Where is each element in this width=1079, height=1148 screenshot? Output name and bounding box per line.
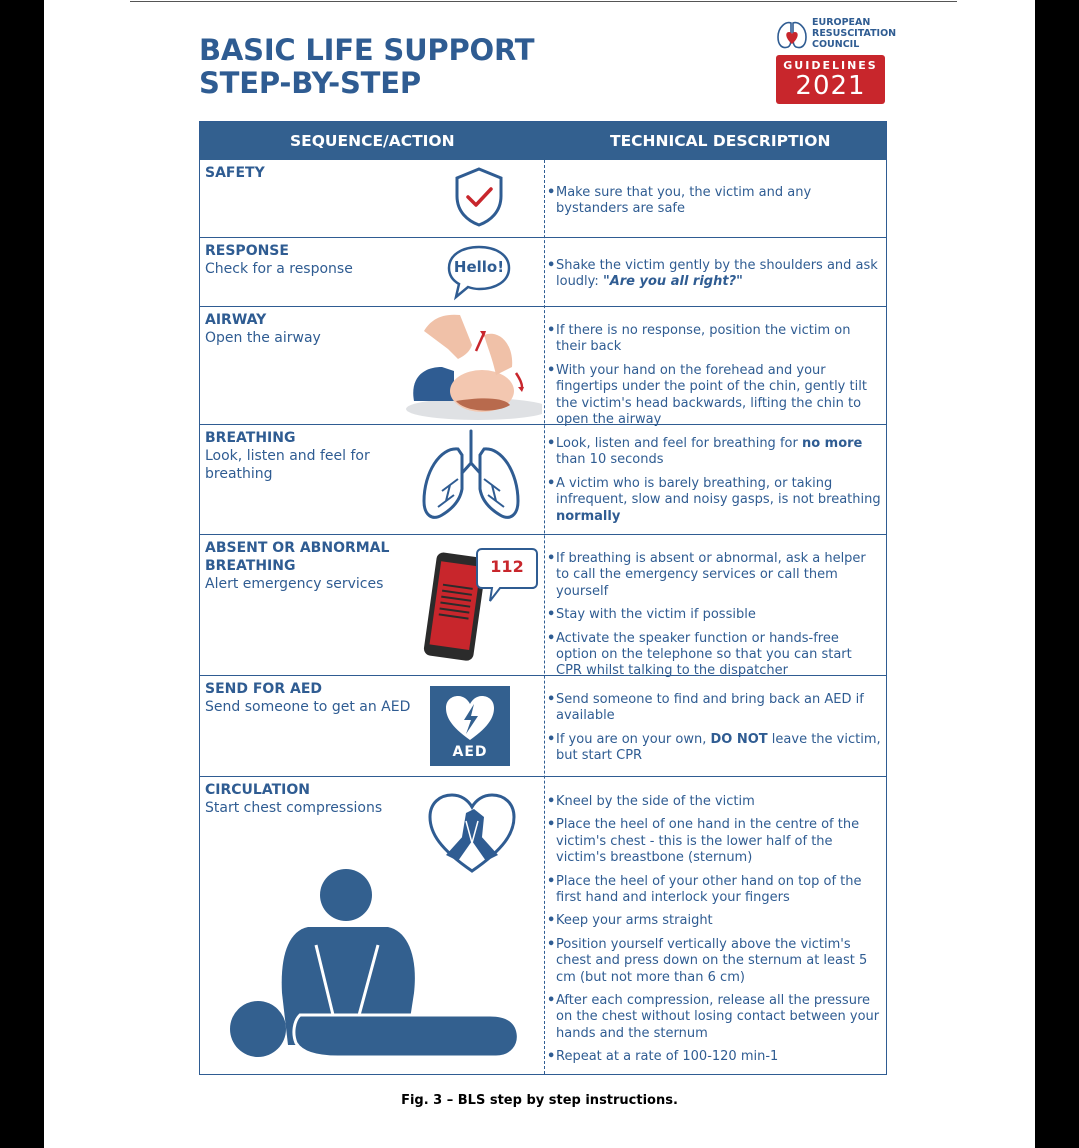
row-absent-abnormal-breathing [200,534,886,679]
row-heading: SEND FOR AED [205,681,322,697]
guidelines-badge [776,55,885,104]
document-page [44,0,1035,1148]
row-subheading: Open the airway [205,330,321,346]
erc-logo [774,17,897,107]
col1-header: SEQUENCE/ACTION [290,132,455,150]
description-list [545,794,881,1073]
row-safety [200,160,886,237]
badge-year: 2021 [795,71,866,101]
row-heading: RESPONSE [205,243,289,259]
heart-hands-icon [426,791,518,875]
description-item: • Send someone to find and bring back an AED if available [545,692,881,725]
description-list [545,323,881,435]
cpr-compression-figure-icon [228,869,528,1065]
row-heading: ABSENT OR ABNORMAL BREATHING [205,540,390,574]
column-divider [544,160,545,1074]
description-item: • Repeat at a rate of 100-120 min-1 [545,1049,881,1065]
row-subheading: Start chest compressions [205,800,383,816]
description-item: • Place the heel of one hand in the centre of the victim's chest - this is the lower half of the victim's breastbone (sternum) [545,817,881,866]
org-name: EUROPEAN RESUSCITATION COUNCIL [812,17,897,50]
shield-check-icon [453,166,505,228]
aed-icon [430,686,510,766]
description-item: • Activate the speaker function or hands-free option on the telephone so that you can start CPR whilst talking to the dispatcher [545,631,881,680]
badge-label: GUIDELINES [783,59,878,72]
description-item: • Keep your arms straight [545,913,881,929]
row-heading: CIRCULATION [205,782,310,798]
description-item: • Stay with the victim if possible [545,607,881,623]
description-item: • Position yourself vertically above the victim's chest and press down on the sternum at least 5 cm (but not more than 6 cm) [545,937,881,986]
title-line-2: STEP-BY-STEP [199,66,421,100]
lungs-icon [420,429,522,525]
description-item: • Make sure that you, the victim and any bystanders are safe [545,185,881,218]
row-response [200,237,886,306]
description-item: • Place the heel of your other hand on top of the first hand and interlock your fingers [545,874,881,907]
description-item: • If breathing is absent or abnormal, ask a helper to call the emergency services or call them yourself [545,551,881,600]
table-header [200,122,886,160]
description-item: • Look, listen and feel for breathing for no more than 10 seconds [545,436,881,469]
row-subheading: Alert emergency services [205,576,384,592]
description-item: • Kneel by the side of the victim [545,794,881,810]
description-item: • After each compression, release all the pressure on the chest without losing contact between your hands and the sternum [545,993,881,1042]
description-item: • With your hand on the forehead and your fingertips under the point of the chin, gently tilt the victim's head backwards, lifting the chin to open the airway [545,363,881,429]
row-circulation [200,776,886,1073]
description-item: • Shake the victim gently by the shoulders and ask loudly: "Are you all right?" [545,258,881,291]
row-heading: SAFETY [205,165,265,181]
row-heading: AIRWAY [205,312,267,328]
description-list [545,551,881,687]
icon-text: 112 [490,557,524,576]
row-subheading: Check for a response [205,261,353,277]
icon-text: Hello! [453,258,505,276]
description-list [545,692,881,772]
row-send-for-aed [200,675,886,776]
head-tilt-chin-lift-icon [400,309,542,423]
speech-bubble-icon [444,243,514,301]
description-list [545,258,881,298]
row-heading: BREATHING [205,430,296,446]
row-breathing [200,424,886,534]
bls-table [199,121,887,1075]
phone-112-icon [418,547,538,663]
row-subheading: Send someone to get an AED [205,699,411,715]
top-rule [130,1,957,2]
title-line-1: BASIC LIFE SUPPORT [199,33,535,67]
row-airway [200,306,886,428]
description-item: • If you are on your own, DO NOT leave the victim, but start CPR [545,732,881,765]
description-list [545,185,881,225]
description-item: • A victim who is barely breathing, or taking infrequent, slow and noisy gasps, is not breathing normally [545,476,881,525]
description-list [545,436,881,532]
row-subheading: Look, listen and feel for breathing [205,448,370,482]
figure-caption: Fig. 3 – BLS step by step instructions. [401,1093,678,1108]
col2-header: TECHNICAL DESCRIPTION [610,132,831,150]
description-item: • If there is no response, position the victim on their back [545,323,881,356]
lungs-heart-logo-icon [774,17,810,53]
icon-text: AED [452,744,488,760]
